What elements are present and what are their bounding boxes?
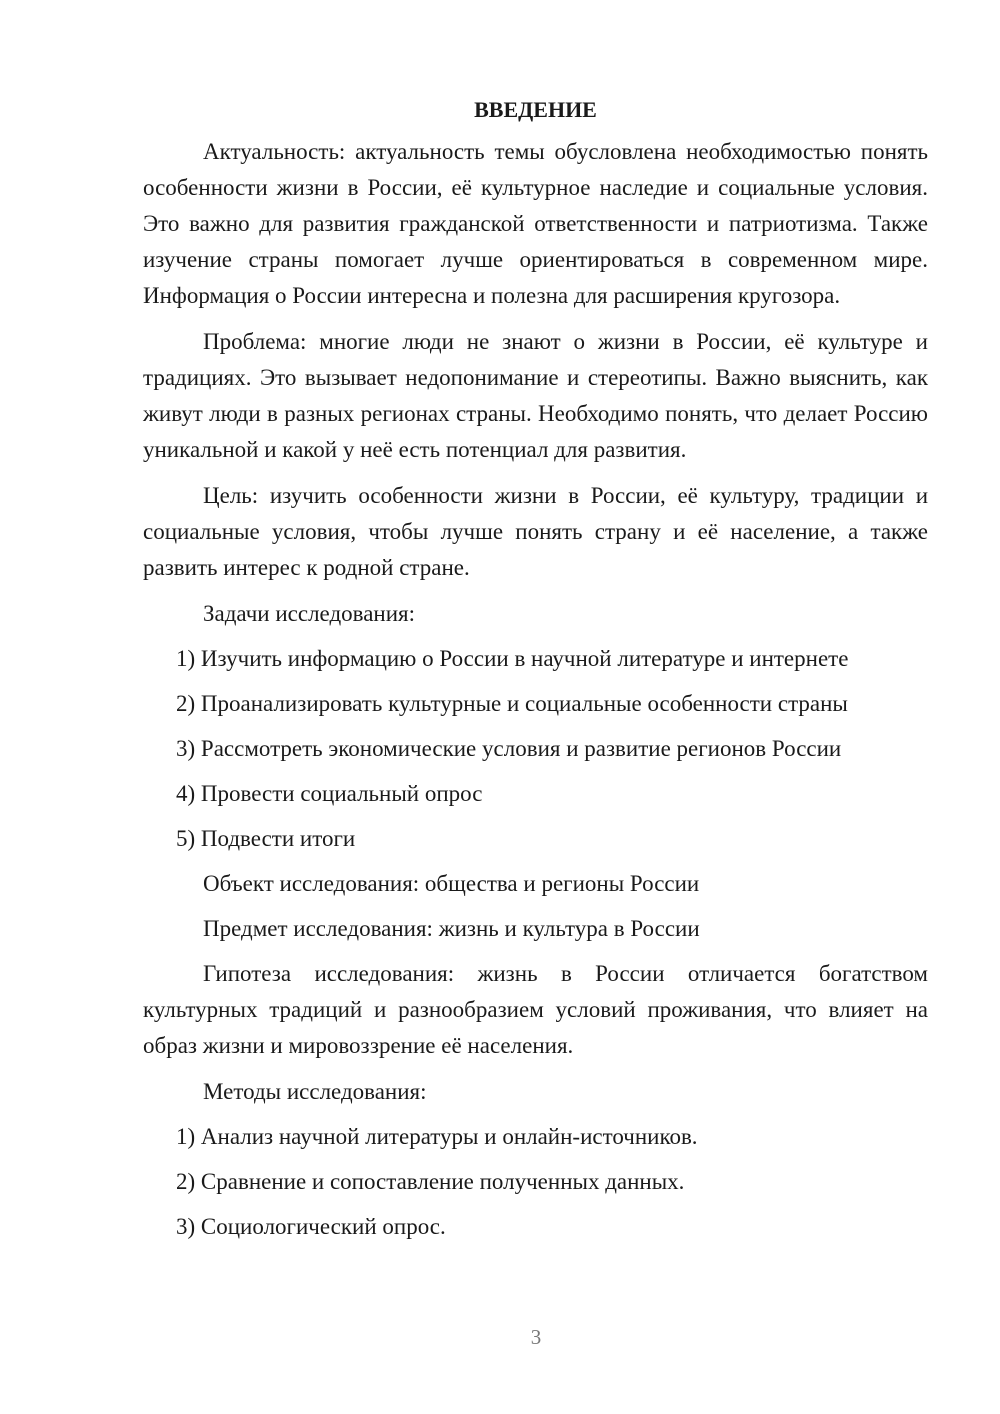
list-item: 3) Социологический опрос. bbox=[176, 1214, 446, 1239]
methods-heading: Методы исследования: bbox=[203, 1079, 427, 1104]
goal-paragraph: Цель: изучить особенности жизни в России, её культуру, традиции и социальные условия, чтобы лучше понять страну и её население, а также развить интерес к родной стране. bbox=[143, 483, 928, 580]
tasks-list bbox=[143, 641, 928, 857]
list-item: 4) Провести социальный опрос bbox=[176, 781, 483, 806]
list-item: 2) Проанализировать культурные и социальные особенности страны bbox=[176, 691, 848, 716]
list-item: 3) Рассмотреть экономические условия и развитие регионов России bbox=[176, 736, 842, 761]
list-item: 1) Изучить информацию о России в научной литературе и интернете bbox=[176, 646, 849, 671]
section-title: ВВЕДЕНИЕ bbox=[474, 97, 597, 122]
relevance-paragraph: Актуальность: актуальность темы обусловлена необходимостью понять особенности жизни в России, её культурное наследие и социальные условия. Это важно для развития гражданской ответственности и патриотизма. Также изучение страны помогает лучше ориентироваться в современном мире. Информация о России интересна и полезна для расширения кругозора. bbox=[143, 139, 928, 308]
list-item: 2) Сравнение и сопоставление полученных данных. bbox=[176, 1169, 685, 1194]
problem-paragraph: Проблема: многие люди не знают о жизни в России, её культуре и традициях. Это вызывает недопонимание и стереотипы. Важно выяснить, как живут люди в разных регионах страны. Необходимо понять, что делает Россию уникальной и какой у неё есть потенциал для развития. bbox=[143, 329, 928, 462]
page-number: 3 bbox=[530, 1325, 542, 1349]
object-paragraph: Объект исследования: общества и регионы России bbox=[203, 871, 700, 896]
list-item: 5) Подвести итоги bbox=[176, 826, 356, 851]
methods-list bbox=[143, 1119, 928, 1245]
tasks-heading: Задачи исследования: bbox=[203, 601, 416, 626]
page-content bbox=[143, 94, 928, 1254]
subject-paragraph: Предмет исследования: жизнь и культура в России bbox=[203, 916, 700, 941]
hypothesis-paragraph: Гипотеза исследования: жизнь в России отличается богатством культурных традиций и разнообразием условий проживания, что влияет на образ жизни и мировоззрение её населения. bbox=[143, 961, 928, 1058]
list-item: 1) Анализ научной литературы и онлайн-источников. bbox=[176, 1124, 698, 1149]
